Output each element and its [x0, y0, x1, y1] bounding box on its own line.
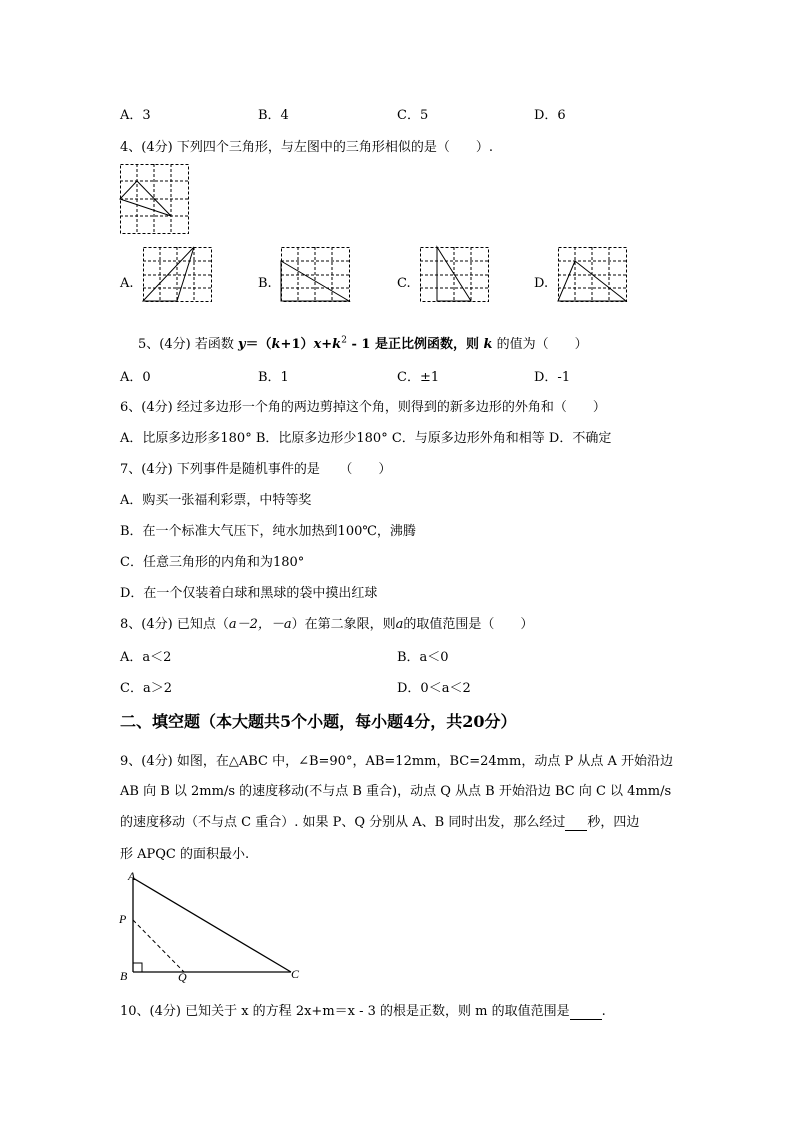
q9-triangle-figure: [116, 868, 306, 983]
q5-option-c: C．±1: [397, 370, 440, 385]
q4-option-a-figure: [143, 247, 213, 303]
q10-answer-blank[interactable]: [570, 1004, 602, 1020]
q3-option-b: B．4: [258, 108, 289, 123]
q9-line-3: 的速度移动（不与点 C 重合）. 如果 P、Q 分别从 A、B 同时出发，那么经过 秒，四边: [120, 815, 640, 830]
fig-label-b: B: [120, 969, 128, 983]
q4-option-b-figure: [281, 247, 351, 303]
q4-reference-figure: [120, 164, 190, 236]
q7-option-c: C．任意三角形的内角和为180°: [120, 555, 305, 570]
q8-option-a: A．a＜2: [120, 650, 172, 665]
q7-option-a: A．购买一张福利彩票，中特等奖: [120, 493, 312, 508]
q7-stem: 7、(4分) 下列事件是随机事件的是 （ ）: [120, 462, 392, 477]
fig-label-a: A: [128, 869, 136, 883]
section-heading: 二、填空题（本大题共5个小题，每小题4分，共20分）: [120, 712, 517, 731]
q3-option-a: A．3: [120, 108, 151, 123]
q7-option-b: B．在一个标准大气压下，纯水加热到100℃，沸腾: [120, 524, 416, 539]
q4-label-b: B.: [258, 276, 272, 291]
q7-option-d: D．在一个仅装着白球和黑球的袋中摸出红球: [120, 586, 378, 601]
q6-stem: 6、(4分) 经过多边形一个角的两边剪掉这个角，则得到的新多边形的外角和（ ）: [120, 400, 606, 415]
q5-option-b: B．1: [258, 370, 289, 385]
q9-line-2: AB 向 B 以 2mm/s 的速度移动(不与点 B 重合)，动点 Q 从点 B 开始沿边 BC 向 C 以 4mm/s: [120, 784, 672, 799]
q9-line-1: 9、(4分) 如图，在△ABC 中，∠B=90°，AB=12mm，BC=24mm，动点 P 从点 A 开始沿边: [120, 754, 673, 769]
q4-stem: 4、(4分) 下列四个三角形，与左图中的三角形相似的是（ ）.: [120, 140, 493, 155]
q8-option-d: D．0＜a＜2: [397, 681, 471, 696]
q8-stem: 8、(4分) 已知点（a－2，－a）在第二象限，则a的取值范围是（ ）: [120, 617, 534, 632]
q4-label-a: A.: [120, 276, 134, 291]
q5-option-a: A．0: [120, 370, 151, 385]
q4-label-d: D.: [534, 276, 549, 291]
q5-stem: 5、(4分) 若函数 $y=(k+1)x+k^2 - 1$ 是正比例函数，则 k 的值为（ ）: [138, 335, 588, 352]
fig-label-q: Q: [178, 970, 187, 984]
fig-label-c: C: [291, 967, 300, 981]
fig-label-p: P: [119, 912, 127, 926]
q8-option-b: B．a＜0: [397, 650, 449, 665]
q6-options: A．比原多边形多180° B．比原多边形少180° C．与原多边形外角和相等 D．不确定: [120, 431, 612, 446]
q8-option-c: C．a＞2: [120, 681, 172, 696]
q10-stem: 10、(4分) 已知关于 x 的方程 2x+m＝x - 3 的根是正数，则 m 的取值范围是 .: [120, 1004, 606, 1019]
q4-option-c-figure: [420, 247, 490, 303]
q9-answer-blank[interactable]: [565, 815, 587, 831]
q5-option-d: D．-1: [534, 370, 571, 385]
q3-option-d: D．6: [534, 108, 566, 123]
q4-label-c: C.: [397, 276, 411, 291]
q9-line-4: 形 APQC 的面积最小.: [120, 847, 250, 862]
q4-option-d-figure: [558, 247, 628, 303]
q3-option-c: C．5: [397, 108, 429, 123]
